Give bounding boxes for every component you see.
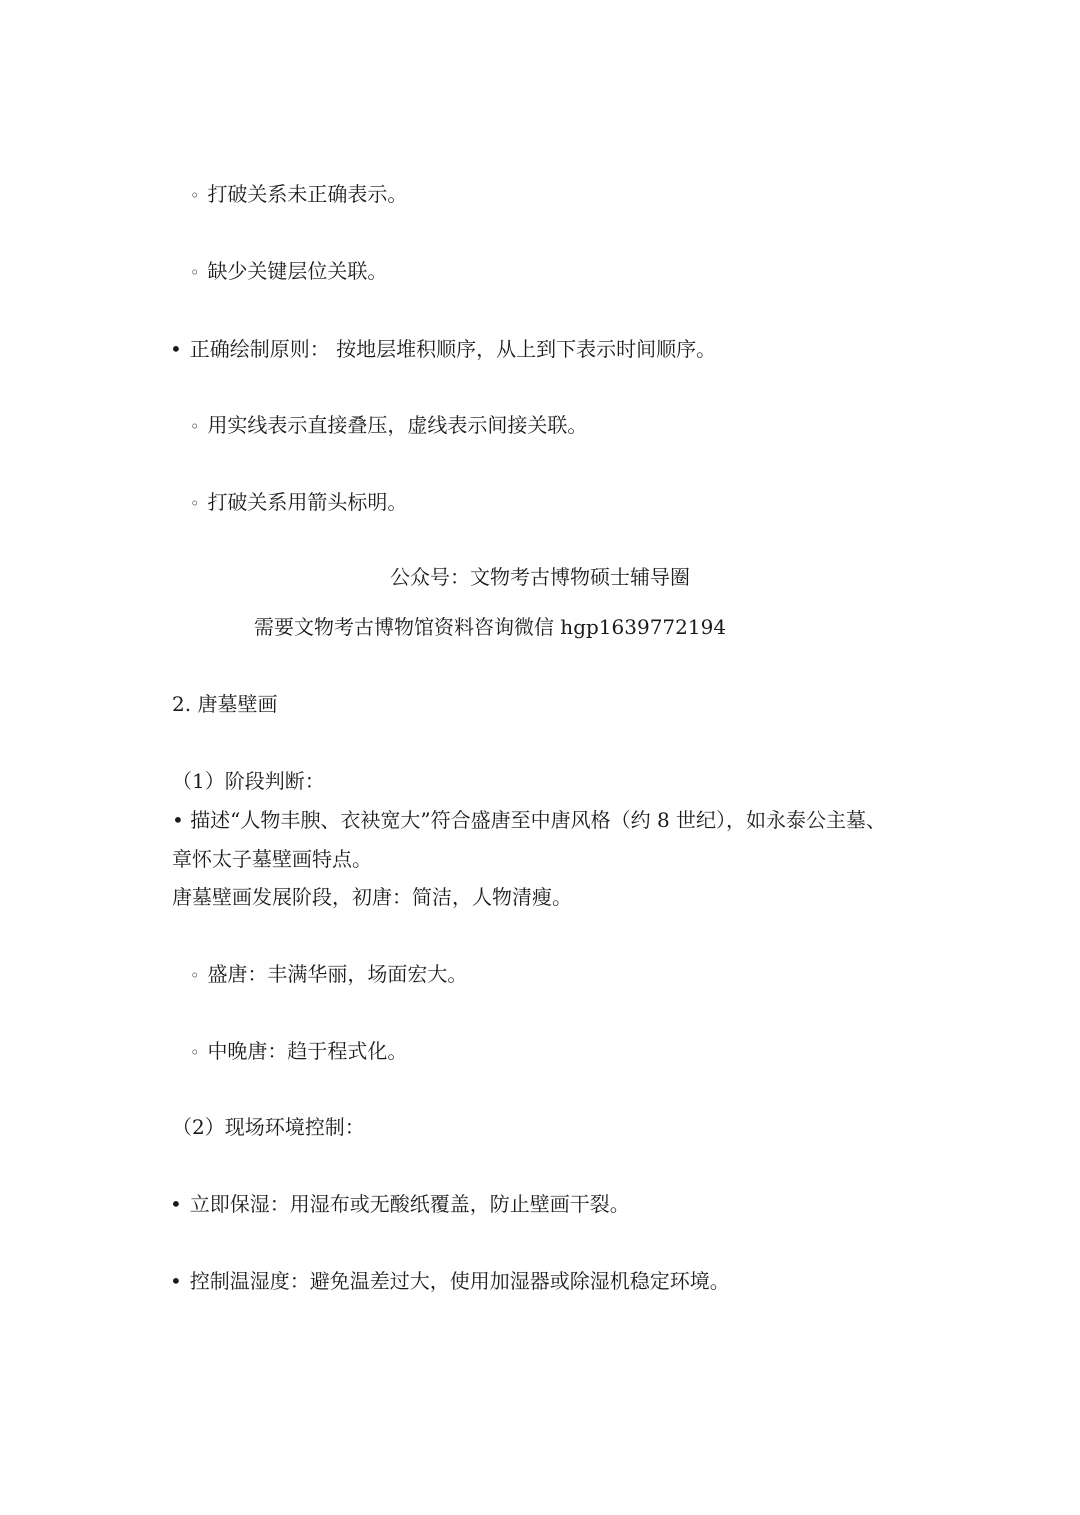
subsection-title: （1）阶段判断： xyxy=(172,769,325,793)
list-item-sub xyxy=(190,1037,407,1067)
list-item xyxy=(170,335,716,363)
list-item-text: 打破关系用箭头标明。 xyxy=(207,490,408,514)
hollow-bullet-icon: ◦ xyxy=(190,1043,200,1062)
hollow-bullet-icon: ◦ xyxy=(190,186,200,205)
bullet-icon: • xyxy=(170,1192,182,1216)
paragraph-line: 章怀太子墓壁画特点。 xyxy=(172,847,372,871)
list-item-sub xyxy=(190,257,387,287)
list-item-text: 打破关系未正确表示。 xyxy=(207,182,408,206)
bullet-icon: • xyxy=(170,337,182,361)
list-item-text: 缺少关键层位关联。 xyxy=(207,259,388,283)
list-item xyxy=(170,1267,730,1295)
list-item-text: 正确绘制原则： 按地层堆积顺序，从上到下表示时间顺序。 xyxy=(189,337,717,361)
section-heading: 2. 唐墓壁画 xyxy=(172,692,278,716)
list-item-sub xyxy=(190,488,407,518)
list-item-text: 盛唐：丰满华丽，场面宏大。 xyxy=(207,962,468,986)
subsection-title: （2）现场环境控制： xyxy=(172,1115,365,1139)
list-item-sub xyxy=(190,411,587,441)
list-item-sub xyxy=(190,180,407,210)
hollow-bullet-icon: ◦ xyxy=(190,417,200,436)
list-item-text: 立即保湿：用湿布或无酸纸覆盖，防止壁画干裂。 xyxy=(189,1192,630,1216)
hollow-bullet-icon: ◦ xyxy=(190,494,200,513)
paragraph-line: • 描述“人物丰腴、衣袂宽大”符合盛唐至中唐风格（约 8 世纪），如永泰公主墓、 xyxy=(172,808,887,832)
list-item-text: 用实线表示直接叠压，虚线表示间接关联。 xyxy=(207,413,588,437)
list-item-text: 中晚唐：趋于程式化。 xyxy=(207,1039,408,1063)
promo-account: 公众号：文物考古博物硕士辅导圈 xyxy=(390,565,690,589)
hollow-bullet-icon: ◦ xyxy=(190,263,200,282)
list-item xyxy=(170,1190,630,1218)
promo-contact: 需要文物考古博物馆资料咨询微信 hgp1639772194 xyxy=(253,615,727,639)
paragraph-line: 唐墓壁画发展阶段，初唐：简洁，人物清瘦。 xyxy=(172,885,572,909)
bullet-icon: • xyxy=(170,1269,182,1293)
list-item-text: 控制温湿度：避免温差过大，使用加湿器或除湿机稳定环境。 xyxy=(189,1269,730,1293)
hollow-bullet-icon: ◦ xyxy=(190,966,200,985)
list-item-sub xyxy=(190,960,467,990)
